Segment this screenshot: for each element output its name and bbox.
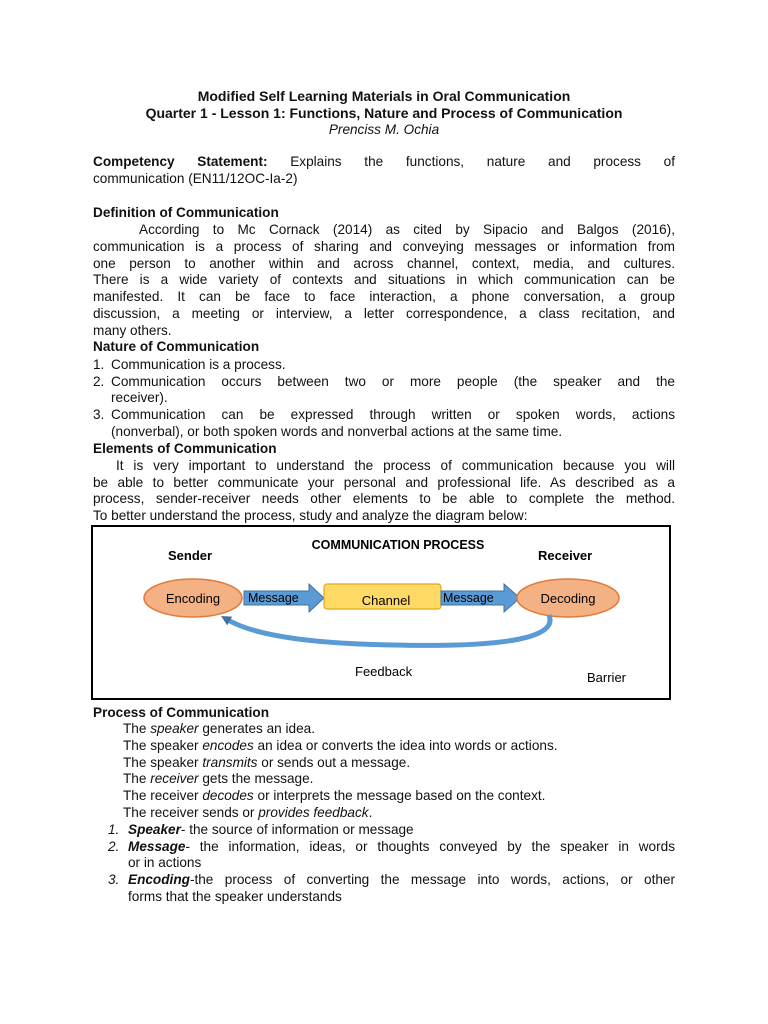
decoding-label: Decoding (540, 591, 596, 606)
term-message: Message- the information, ideas, or thoughts conveyed by the speaker in words (128, 839, 675, 854)
definition-line: many others. (93, 323, 172, 338)
communication-process-diagram (91, 525, 671, 700)
term-speaker: Speaker- the source of information or message (128, 822, 414, 837)
competency-label: Competency Statement: (93, 154, 268, 169)
competency-text: Explains the functions, nature and process of (267, 154, 676, 169)
competency-code: communication (EN11/12OC-Ia-2) (93, 171, 298, 186)
nature-item-text: Communication occurs between two or more people (the speaker and the (111, 374, 675, 389)
definition-line: communication is a process of sharing and conveying messages or information from (93, 239, 675, 254)
message-right-label: Message (443, 591, 494, 605)
message-left-label: Message (248, 591, 299, 605)
process-heading: Process of Communication (93, 705, 269, 720)
nature-item-text: (nonverbal), or both spoken words and nonverbal actions at the same time. (111, 424, 563, 439)
nature-item-number: 3. (93, 407, 105, 422)
process-step: The receiver gets the message. (123, 771, 314, 786)
elements-line: process, sender-receiver needs other elements to be able to complete the method. (93, 491, 675, 506)
encoding-label: Encoding (165, 591, 221, 606)
process-step: The receiver sends or provides feedback. (123, 805, 373, 820)
diagram-canvas (93, 527, 668, 697)
channel-label: Channel (361, 593, 411, 608)
document-author: Prenciss M. Ochia (328, 122, 440, 137)
nature-item-text: Communication is a process. (111, 357, 286, 372)
definition-line: one person to another within and across channel, context, media, and cultures. (93, 256, 675, 271)
term-encoding-cont: forms that the speaker understands (128, 889, 342, 904)
competency-statement (93, 154, 675, 171)
process-step: The speaker generates an idea. (123, 721, 315, 736)
nature-item-text: receiver). (111, 390, 168, 405)
diagram-title: COMMUNICATION PROCESS (311, 538, 485, 552)
process-step: The speaker transmits or sends out a message. (123, 755, 411, 770)
term-encoding: Encoding-the process of converting the message into words, actions, or other (128, 872, 675, 887)
elements-line: It is very important to understand the process of communication because you will (116, 458, 675, 473)
definition-line: manifested. It can be face to face interaction, a phone conversation, a group (93, 289, 675, 304)
nature-item-number: 1. (93, 357, 105, 372)
sender-label: Sender (168, 548, 213, 563)
feedback-arrow (228, 615, 550, 645)
document-title-line2: Quarter 1 - Lesson 1: Functions, Nature and Process of Communication (145, 105, 623, 121)
nature-item-text: Communication can be expressed through written or spoken words, actions (111, 407, 675, 422)
barrier-label: Barrier (587, 670, 627, 685)
elements-line: To better understand the process, study and analyze the diagram below: (93, 508, 528, 523)
term-number: 2. (108, 839, 120, 854)
term-message-cont: or in actions (128, 855, 202, 870)
term-number: 3. (108, 872, 120, 887)
process-step: The receiver decodes or interprets the message based on the context. (123, 788, 546, 803)
document-title-line1: Modified Self Learning Materials in Oral Communication (197, 88, 571, 104)
nature-heading: Nature of Communication (93, 339, 260, 354)
nature-item-number: 2. (93, 374, 105, 389)
definition-line: There is a wide variety of contexts and situations in which communication can be (93, 272, 675, 287)
definition-line: discussion, a meeting or interview, a letter correspondence, a class recitation, and (93, 306, 675, 321)
definition-line: According to Mc Cornack (2014) as cited by Sipacio and Balgos (2016), (139, 222, 675, 237)
term-number: 1. (108, 822, 120, 837)
process-step: The speaker encodes an idea or converts the idea into words or actions. (123, 738, 558, 753)
receiver-label: Receiver (538, 548, 593, 563)
elements-line: be able to better communicate your personal and professional life. As described as a (93, 475, 675, 490)
definition-heading: Definition of Communication (93, 205, 279, 220)
elements-heading: Elements of Communication (93, 441, 277, 456)
feedback-label: Feedback (355, 664, 413, 679)
